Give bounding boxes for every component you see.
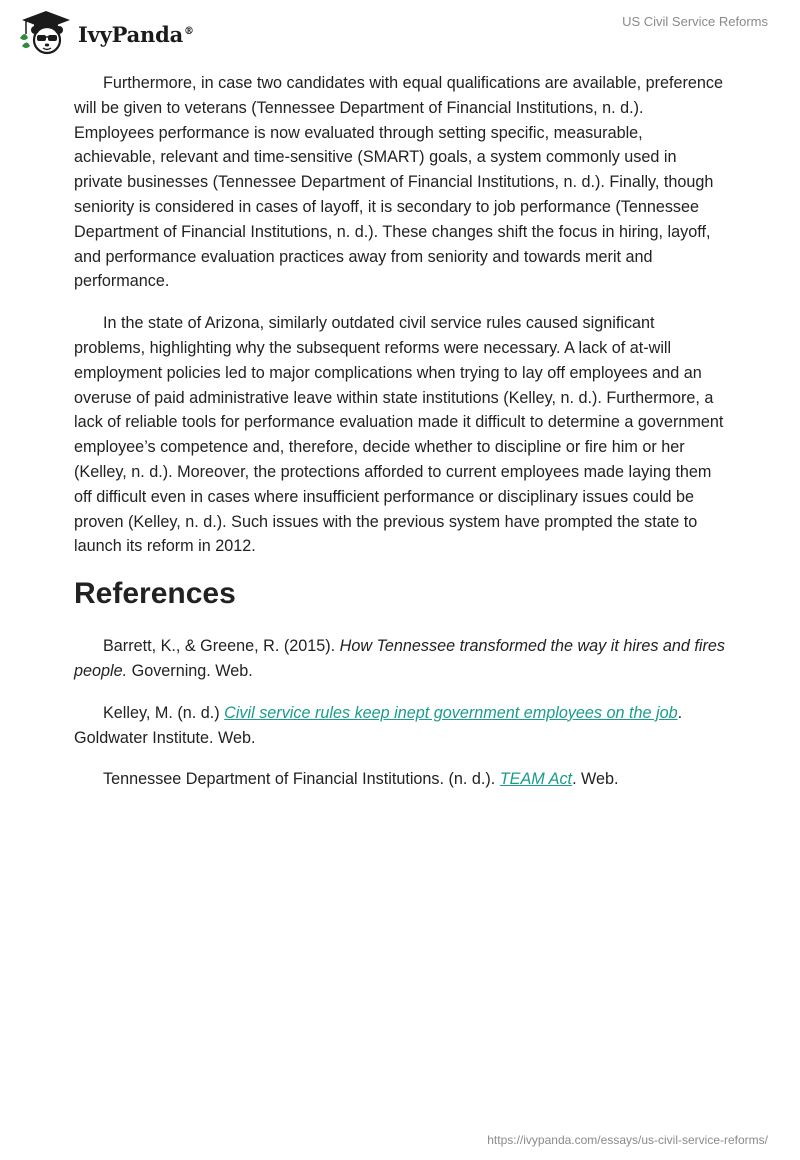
- reference-link-civil-service-rules[interactable]: Civil service rules keep inept government employees on the job: [224, 703, 678, 722]
- source-url: https://ivypanda.com/essays/us-civil-service-reforms/: [487, 1133, 768, 1147]
- page-header: [0, 0, 800, 60]
- brand-name: IvyPanda®: [78, 21, 194, 47]
- brand-logo[interactable]: [16, 8, 194, 56]
- body-paragraph-2: In the state of Arizona, similarly outdated civil service rules caused significant problems, highlighting why the subsequent reforms were necessary. A lack of at-will employment policies led to major complications when trying to lay off employees and an overuse of paid administrative leave within state institutions (Kelley, n. d.). Furthermore, a lack of reliable tools for performance evaluation made it difficult to determine a government employee’s competence and, therefore, decide whether to discipline or fire him or her (Kelley, n. d.). Moreover, the protections afforded to current employees made laying them off difficult even in cases where insufficient performance or disciplinary issues could be proven (Kelley, n. d.). Such issues with the previous system have prompted the state to launch its reform in 2012.: [74, 314, 724, 556]
- reference-item-1: Barrett, K., & Greene, R. (2015). How Tennessee transformed the way it hires and fires people. Governing. Web.: [74, 637, 726, 680]
- body-paragraph-1: Furthermore, in case two candidates with equal qualifications are available, preference will be given to veterans (Tennessee Department of Financial Institutions, n. d.). Employees performance is now evaluated through setting specific, measurable, achievable, relevant and time-sensitive (SMART) goals, a system commonly used in private businesses (Tennessee Department of Financial Institutions, n. d.). Finally, though seniority is considered in cases of layoff, it is secondary to job performance (Tennessee Department of Financial Institutions, n. d.). These changes shift the focus in hiring, layoff, and performance evaluation practices away from seniority and towards merit and performance.: [74, 74, 723, 291]
- reference-title: How Tennessee transformed the way it hires and fires people.: [74, 637, 726, 680]
- document-title: US Civil Service Reforms: [622, 14, 768, 29]
- reference-link-team-act[interactable]: TEAM Act: [499, 770, 573, 789]
- references-heading: References: [74, 577, 236, 611]
- reference-item-2: Kelley, M. (n. d.) Civil service rules keep inept government employees on the job. Goldwater Institute. Web.: [74, 703, 683, 747]
- panda-graduate-icon: [16, 8, 74, 56]
- essay-content: [74, 71, 728, 809]
- reference-item-3: Tennessee Department of Financial Institutions. (n. d.). TEAM Act. Web.: [103, 770, 619, 789]
